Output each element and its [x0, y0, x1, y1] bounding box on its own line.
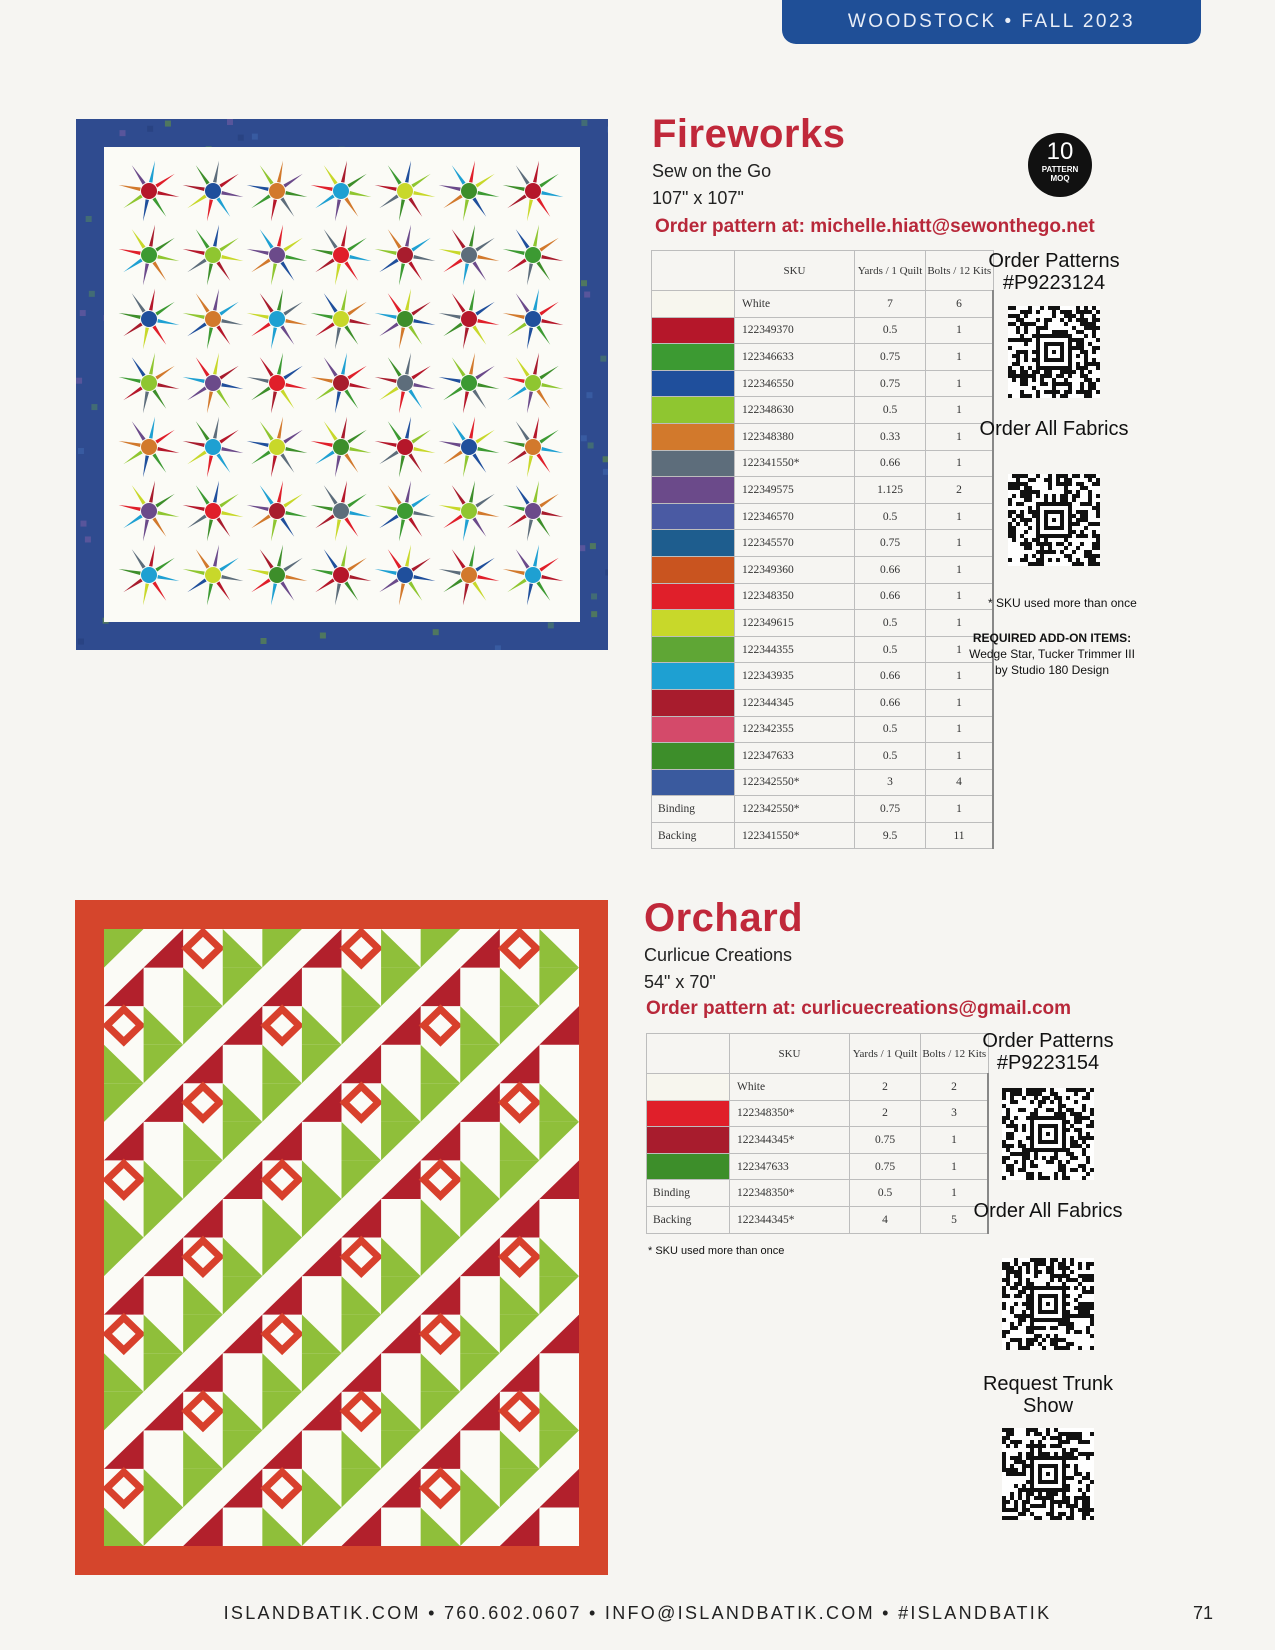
bolts-cell: 3 [921, 1100, 989, 1127]
bolts-cell: 1 [926, 583, 994, 610]
fabric-swatch [652, 344, 735, 371]
moq-number: 10 [1046, 138, 1074, 165]
sku-cell: 122346570 [735, 503, 855, 530]
yards-cell: 0.5 [855, 317, 926, 344]
bolts-cell: 2 [926, 477, 994, 504]
sku-cell: 122344345 [735, 689, 855, 716]
sku-cell: 122342355 [735, 716, 855, 743]
fabric-swatch [652, 769, 735, 796]
sku-cell: 122346550 [735, 370, 855, 397]
order-patterns-text: Order Patterns [988, 250, 1120, 272]
request-trunk-show-qr-code[interactable] [1002, 1428, 1094, 1520]
row-label: Binding [652, 796, 735, 823]
order-patterns-text: Order Patterns [982, 1030, 1114, 1052]
yards-cell: 0.75 [855, 344, 926, 371]
page-number: 71 [1192, 1603, 1213, 1623]
fabric-swatch [652, 689, 735, 716]
row-label: Backing [647, 1206, 730, 1233]
fabric-row [647, 1074, 989, 1101]
moq-label-moq: MOQ [1050, 174, 1070, 183]
bolts-cell: 11 [926, 822, 994, 849]
fabric-swatch [652, 583, 735, 610]
orchard-order-all-fabrics-label: Order All Fabrics [973, 1200, 1123, 1222]
fabric-swatch [652, 503, 735, 530]
orchard-designer: Curlicue Creations [644, 945, 793, 965]
fireworks-order-link[interactable]: Order pattern at: michelle.hiatt@sewonthego.net [655, 216, 1095, 237]
sku-cell: 122349575 [735, 477, 855, 504]
fabric-row [647, 1127, 989, 1154]
sku-cell: 122344345* [730, 1127, 850, 1154]
sku-cell: 122342550* [735, 796, 855, 823]
yards-cell: 0.66 [855, 689, 926, 716]
bolts-cell: 1 [926, 317, 994, 344]
fabric-swatch [652, 397, 735, 424]
yards-cell: 0.5 [855, 743, 926, 770]
fabric-swatch [652, 530, 735, 557]
orchard-order-patterns-qr-code[interactable] [1002, 1088, 1094, 1180]
required-add-on-items [962, 630, 1142, 678]
fabric-row [652, 397, 994, 424]
yards-cell: 0.5 [855, 716, 926, 743]
pattern-number: #P9223154 [996, 1052, 1100, 1074]
sku-cell: 122341550* [735, 822, 855, 849]
sku-cell: 122348350* [730, 1180, 850, 1207]
bolts-cell: 1 [926, 689, 994, 716]
fabric-swatch [652, 477, 735, 504]
sku-cell: 122341550* [735, 450, 855, 477]
fabric-row [652, 503, 994, 530]
bolts-cell: 6 [926, 291, 994, 318]
bolts-cell: 4 [926, 769, 994, 796]
request-trunk-show-label: Request Trunk Show [982, 1373, 1114, 1417]
yards-header: Yards / 1 Quilt [855, 251, 926, 291]
fabric-swatch [652, 716, 735, 743]
fabric-swatch [647, 1100, 730, 1127]
fabric-row [652, 583, 994, 610]
pattern-number: #P9223124 [1002, 272, 1106, 294]
fireworks-order-patterns-label [974, 250, 1134, 294]
yards-cell: 2 [850, 1100, 921, 1127]
fabric-row [652, 530, 994, 557]
bolts-cell: 1 [921, 1180, 989, 1207]
sku-cell: 122348350 [735, 583, 855, 610]
fabric-swatch [652, 556, 735, 583]
bolts-cell: 2 [921, 1074, 989, 1101]
yards-cell: 0.75 [855, 796, 926, 823]
sku-cell: 122349370 [735, 317, 855, 344]
sku-cell: 122349360 [735, 556, 855, 583]
footer-contact-line: ISLANDBATIK.COM • 760.602.0607 • INFO@ISLANDBATIK.COM • #ISLANDBATIK [223, 1603, 1052, 1623]
fireworks-order-all-fabrics-label: Order All Fabrics [979, 418, 1129, 440]
bolts-cell: 1 [926, 796, 994, 823]
sku-header: SKU [735, 251, 855, 291]
bolts-cell: 1 [926, 636, 994, 663]
yards-cell: 0.5 [855, 610, 926, 637]
bolts-cell: 1 [926, 556, 994, 583]
fabric-row [652, 556, 994, 583]
fabric-swatch [652, 636, 735, 663]
fabric-swatch [652, 423, 735, 450]
yards-cell: 0.75 [850, 1153, 921, 1180]
bolts-cell: 1 [926, 610, 994, 637]
fabric-swatch [652, 743, 735, 770]
orchard-order-fabrics-qr-code[interactable] [1002, 1258, 1094, 1350]
orchard-sku-note: * SKU used more than once [648, 1245, 785, 1257]
row-label: Backing [652, 822, 735, 849]
yards-cell: 0.5 [850, 1180, 921, 1207]
fabric-swatch [652, 291, 735, 318]
bolts-cell: 1 [926, 370, 994, 397]
sku-header: SKU [730, 1034, 850, 1074]
sku-cell: 122346633 [735, 344, 855, 371]
yards-cell: 0.75 [855, 530, 926, 557]
bolts-cell: 5 [921, 1206, 989, 1233]
sku-cell: 122344355 [735, 636, 855, 663]
sku-cell: 122342550* [735, 769, 855, 796]
bolts-cell: 1 [926, 663, 994, 690]
sku-cell: White [735, 291, 855, 318]
orchard-fabric-table [646, 1033, 989, 1234]
fabric-swatch [647, 1127, 730, 1154]
fabric-swatch [652, 610, 735, 637]
fireworks-size: 107" x 107" [652, 188, 744, 208]
yards-cell: 0.75 [855, 370, 926, 397]
bolts-cell: 1 [926, 743, 994, 770]
sku-cell: 122347633 [730, 1153, 850, 1180]
fireworks-fabric-table [651, 250, 994, 849]
fireworks-order-patterns-qr-code[interactable] [1008, 306, 1100, 398]
fabric-row [652, 689, 994, 716]
yards-cell: 7 [855, 291, 926, 318]
swatch-header [652, 251, 735, 291]
yards-cell: 0.66 [855, 583, 926, 610]
fabric-row [652, 610, 994, 637]
sku-cell: 122344345* [730, 1206, 850, 1233]
yards-cell: 1.125 [855, 477, 926, 504]
sku-cell: 122349615 [735, 610, 855, 637]
yards-cell: 0.66 [855, 450, 926, 477]
fireworks-quilt-image [76, 119, 608, 650]
fabric-row [652, 344, 994, 371]
catalog-header-tab: WOODSTOCK • FALL 2023 [782, 0, 1201, 44]
bolts-cell: 1 [926, 530, 994, 557]
fabric-row [652, 743, 994, 770]
sku-cell: 122347633 [735, 743, 855, 770]
fabric-row [647, 1180, 989, 1207]
fabric-row [647, 1153, 989, 1180]
sku-cell: 122348380 [735, 423, 855, 450]
fabric-swatch [652, 663, 735, 690]
bolts-header: Bolts / 12 Kits [926, 251, 994, 291]
yards-cell: 0.5 [855, 636, 926, 663]
yards-cell: 3 [855, 769, 926, 796]
fabric-row [652, 636, 994, 663]
yards-cell: 0.66 [855, 556, 926, 583]
orchard-quilt-image [75, 900, 608, 1575]
fireworks-sku-note: * SKU used more than once [988, 596, 1137, 610]
fabric-row [652, 450, 994, 477]
orchard-size: 54" x 70" [644, 972, 716, 992]
fabric-row [652, 423, 994, 450]
sku-cell: White [730, 1074, 850, 1101]
fabric-swatch [652, 370, 735, 397]
required-items: Wedge Star, Tucker Trimmer III by Studio 180 Design [969, 647, 1135, 677]
yards-cell: 9.5 [855, 822, 926, 849]
bolts-cell: 1 [926, 423, 994, 450]
fabric-row [652, 663, 994, 690]
swatch-header [647, 1034, 730, 1074]
yards-cell: 4 [850, 1206, 921, 1233]
bolts-cell: 1 [926, 397, 994, 424]
fabric-row [647, 1100, 989, 1127]
fabric-row [652, 370, 994, 397]
required-title: REQUIRED ADD-ON ITEMS: [972, 631, 1132, 645]
pattern-moq-badge [1028, 133, 1092, 197]
sku-cell: 122345570 [735, 530, 855, 557]
fabric-swatch [652, 317, 735, 344]
bolts-cell: 1 [926, 344, 994, 371]
fabric-row [652, 291, 994, 318]
bolts-header: Bolts / 12 Kits [921, 1034, 989, 1074]
orchard-order-patterns-label [968, 1030, 1128, 1074]
yards-cell: 0.5 [855, 503, 926, 530]
bolts-cell: 1 [926, 503, 994, 530]
sku-cell: 122343935 [735, 663, 855, 690]
bolts-cell: 1 [926, 716, 994, 743]
fabric-row [652, 477, 994, 504]
fabric-row [647, 1206, 989, 1233]
fabric-row [652, 769, 994, 796]
bolts-cell: 1 [921, 1153, 989, 1180]
fabric-row [652, 822, 994, 849]
fabric-row [652, 716, 994, 743]
sku-cell: 122348630 [735, 397, 855, 424]
fabric-swatch [647, 1153, 730, 1180]
sku-cell: 122348350* [730, 1100, 850, 1127]
yards-cell: 0.33 [855, 423, 926, 450]
fabric-swatch [652, 450, 735, 477]
fireworks-order-fabrics-qr-code[interactable] [1008, 474, 1100, 566]
row-label: Binding [647, 1180, 730, 1207]
yards-header: Yards / 1 Quilt [850, 1034, 921, 1074]
yards-cell: 2 [850, 1074, 921, 1101]
moq-label-pattern: PATTERN [1041, 165, 1079, 174]
fabric-swatch [647, 1074, 730, 1101]
fireworks-title: Fireworks [652, 112, 846, 156]
yards-cell: 0.66 [855, 663, 926, 690]
yards-cell: 0.75 [850, 1127, 921, 1154]
orchard-title: Orchard [644, 896, 804, 940]
fabric-row [652, 317, 994, 344]
orchard-order-link[interactable]: Order pattern at: curlicuecreations@gmail.com [646, 998, 1072, 1019]
yards-cell: 0.5 [855, 397, 926, 424]
fireworks-designer: Sew on the Go [652, 161, 772, 181]
bolts-cell: 1 [921, 1127, 989, 1154]
bolts-cell: 1 [926, 450, 994, 477]
fabric-row [652, 796, 994, 823]
